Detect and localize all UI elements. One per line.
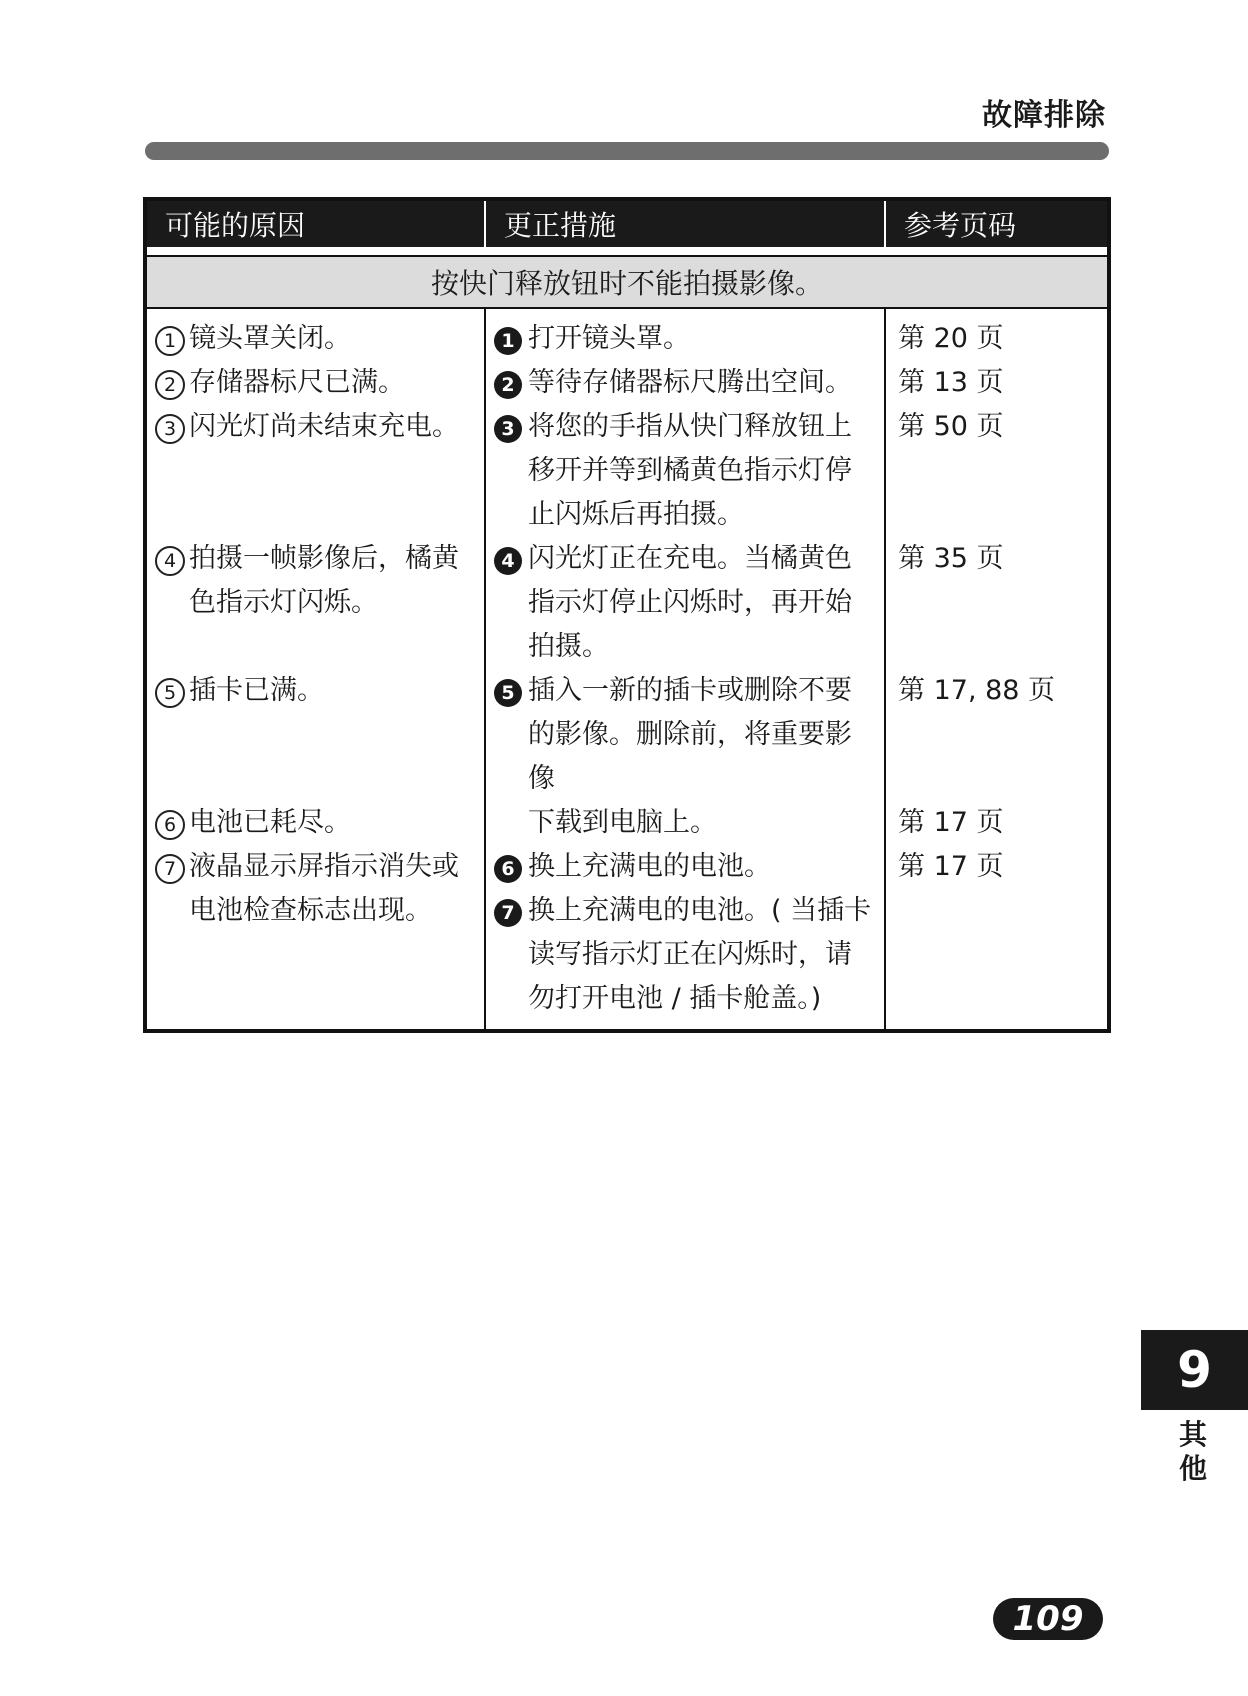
fix-text-line: 勿打开电池 / 插卡舱盖。) — [528, 983, 822, 1014]
fix-number: 7 — [494, 899, 522, 927]
cause-text-line: 镜头罩关闭。 — [189, 323, 351, 354]
fix-item — [494, 361, 876, 405]
chapter-label-char: 他 — [1178, 1452, 1207, 1485]
cause-number-marker — [155, 405, 189, 449]
fixes-column — [485, 308, 885, 1031]
cause-item — [155, 537, 476, 625]
header-rule — [145, 142, 1109, 160]
fix-text-line: 换上充满电的电池。( 当插卡 — [528, 895, 872, 926]
reference-page: 第 35 页 — [898, 543, 1004, 574]
fix-item — [494, 845, 876, 889]
cause-number-marker — [155, 845, 189, 933]
fix-text-line: 下载到电脑上。 — [528, 807, 717, 838]
cause-text-line: 闪光灯尚未结束充电。 — [189, 411, 459, 442]
fix-number: 6 — [494, 855, 522, 883]
page-number: 109 — [993, 1598, 1103, 1640]
cause-number: 1 — [155, 326, 185, 356]
fix-number-marker — [494, 845, 528, 889]
reference-page: 第 13 页 — [898, 367, 1004, 398]
cause-item — [155, 669, 476, 713]
header-fix: 更正措施 — [485, 199, 885, 247]
fix-number-marker — [494, 889, 528, 1021]
fix-text-line: 拍摄。 — [528, 631, 609, 662]
section-title: 故障排除 — [982, 98, 1106, 133]
fix-item — [494, 537, 876, 669]
cause-number: 2 — [155, 370, 185, 400]
refs-column — [885, 308, 1109, 1031]
cause-item — [155, 361, 476, 405]
fix-text-line: 闪光灯正在充电。当橘黄色 — [528, 543, 852, 574]
fix-number-marker — [494, 405, 528, 537]
cause-item — [155, 801, 476, 845]
fix-number-marker — [494, 361, 528, 405]
cause-text-line: 电池检查标志出现。 — [189, 895, 432, 926]
fix-text-line: 止闪烁后再拍摄。 — [528, 499, 744, 530]
reference-page: 第 20 页 — [898, 323, 1004, 354]
cause-number: 6 — [155, 810, 185, 840]
fix-number-marker — [494, 669, 528, 845]
fix-text-line: 指示灯停止闪烁时，再开始 — [528, 587, 852, 618]
cause-number-marker — [155, 801, 189, 845]
fix-number-marker — [494, 537, 528, 669]
fix-item — [494, 669, 876, 845]
cause-number: 5 — [155, 678, 185, 708]
cause-text-line: 存储器标尺已满。 — [189, 367, 405, 398]
cause-item — [155, 317, 476, 361]
fix-item — [494, 405, 876, 537]
fix-number: 2 — [494, 371, 522, 399]
cause-text-line: 插卡已满。 — [189, 675, 324, 706]
cause-text-line: 拍摄一帧影像后，橘黄 — [189, 543, 459, 574]
fix-number: 4 — [494, 547, 522, 575]
cause-text-line: 色指示灯闪烁。 — [189, 587, 378, 618]
cause-number: 4 — [155, 546, 185, 576]
fix-text-line: 打开镜头罩。 — [528, 323, 690, 354]
reference-page: 第 17, 88 页 — [898, 675, 1056, 706]
cause-number-marker — [155, 361, 189, 405]
causes-column — [145, 308, 485, 1031]
cause-text-line: 液晶显示屏指示消失或 — [189, 851, 459, 882]
cause-item — [155, 845, 476, 933]
fix-text-line: 将您的手指从快门释放钮上 — [528, 411, 852, 442]
fix-item — [494, 889, 876, 1021]
troubleshooting-table — [143, 197, 1111, 1033]
cause-number: 3 — [155, 414, 185, 444]
reference-page: 第 17 页 — [898, 807, 1004, 838]
chapter-tab: 9 — [1141, 1330, 1248, 1410]
reference-page: 第 50 页 — [898, 411, 1004, 442]
cause-item — [155, 405, 476, 449]
fix-number-marker — [494, 317, 528, 361]
reference-page: 第 17 页 — [898, 851, 1004, 882]
cause-number-marker — [155, 317, 189, 361]
fix-text-line: 的影像。删除前，将重要影像 — [528, 719, 852, 794]
fix-text-line: 移开并等到橘黄色指示灯停 — [528, 455, 852, 486]
cause-number-marker — [155, 537, 189, 625]
fix-text-line: 换上充满电的电池。 — [528, 851, 771, 882]
chapter-label — [1178, 1418, 1208, 1486]
fix-item — [494, 317, 876, 361]
fix-number: 1 — [494, 327, 522, 355]
header-ref: 参考页码 — [885, 199, 1109, 247]
fix-text-line: 等待存储器标尺腾出空间。 — [528, 367, 852, 398]
header-cause: 可能的原因 — [145, 199, 485, 247]
fix-text-line: 读写指示灯正在闪烁时，请 — [528, 939, 852, 970]
fix-number: 5 — [494, 679, 522, 707]
cause-text-line: 电池已耗尽。 — [189, 807, 351, 838]
fix-text-line: 插入一新的插卡或删除不要 — [528, 675, 852, 706]
fix-number: 3 — [494, 415, 522, 443]
cause-number: 7 — [155, 854, 185, 884]
cause-number-marker — [155, 669, 189, 713]
problem-category: 按快门释放钮时不能拍摄影像。 — [145, 256, 1109, 308]
chapter-label-char: 其 — [1178, 1418, 1207, 1451]
